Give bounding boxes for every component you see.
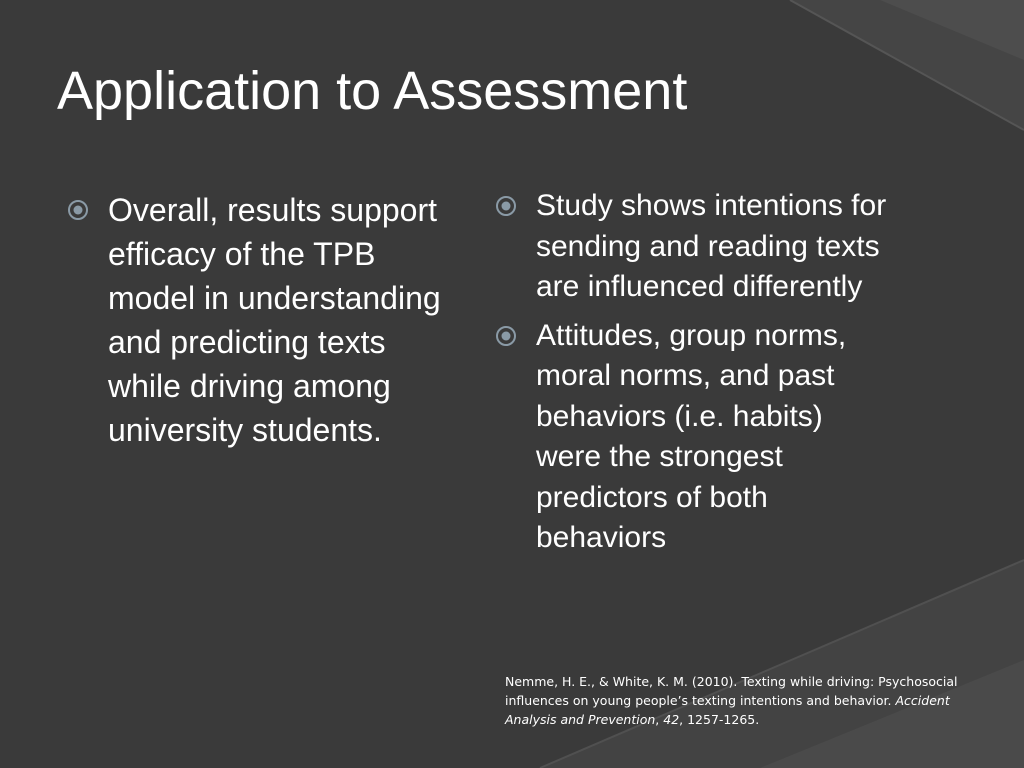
list-item (494, 186, 894, 308)
bullet-text: Study shows intentions for sending and reading texts are influenced differently (536, 189, 887, 303)
citation-pages: , 1257-1265. (679, 712, 760, 727)
citation-volume: 42 (663, 712, 680, 727)
list-item (494, 316, 894, 559)
citation-journal: Accident Analysis and Prevention (505, 693, 950, 727)
target-bullet-icon (494, 194, 518, 218)
right-bullet-list (494, 186, 894, 567)
target-bullet-icon (66, 198, 90, 222)
left-bullet-list (66, 188, 446, 452)
bullet-text: Attitudes, group norms, moral norms, and past behaviors (i.e. habits) were the strongest predictors of both behaviors (536, 318, 847, 554)
citation-authors: Nemme, H. E., & White, K. M. (2010). Texting while driving: Psychosocial influences on young people’s texting intentions and behavior. (505, 674, 958, 708)
citation (505, 672, 975, 729)
bullet-text: Overall, results support efficacy of the TPB model in understanding and predicting texts while driving among university students. (108, 192, 441, 448)
slide-title: Application to Assessment (57, 61, 688, 121)
target-bullet-icon (494, 324, 518, 348)
citation-separator: , (655, 712, 664, 727)
list-item (66, 188, 446, 452)
